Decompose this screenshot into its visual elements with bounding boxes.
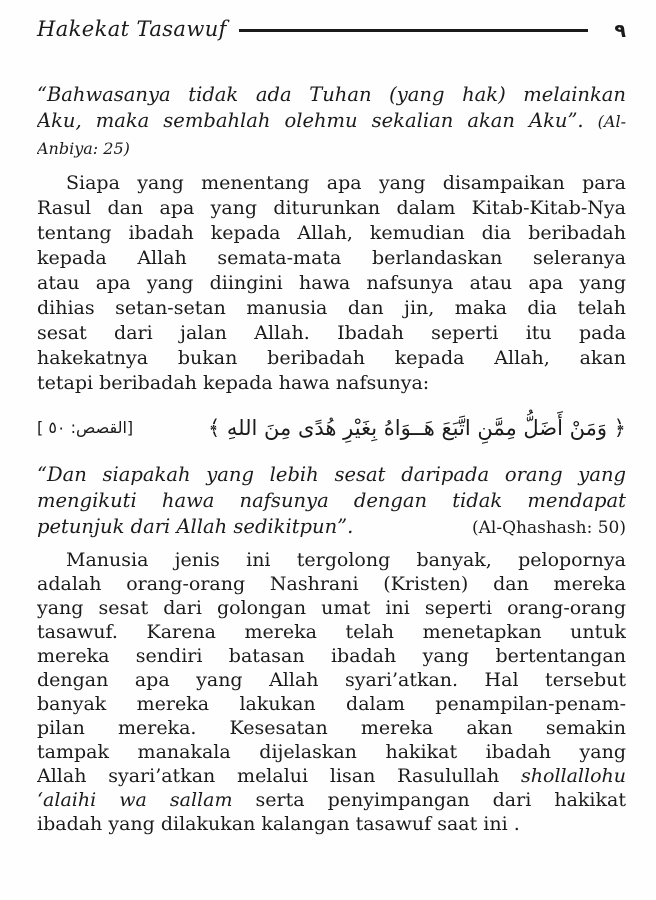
text-segment: “Bahwasanya tidak ada Tuhan (yang hak) melainkan — [37, 83, 626, 106]
quote-al-anbiya — [37, 82, 626, 162]
text-line — [37, 692, 626, 716]
quran-verse-text: ﴿ وَمَنْ أَضَلُّ مِمَّنِ اتَّبَعَ هَــوَاهُ بِغَيْرِ هُدًى مِنَ اللهِ ﴾ — [207, 416, 626, 440]
text-segment: tentang ibadah kepada Allah, kemudian dia beribadah — [37, 222, 626, 244]
text-segment: ‘alaihi wa sallam — [37, 789, 233, 811]
header-rule — [239, 29, 589, 32]
text-line — [37, 644, 626, 668]
text-line — [37, 668, 626, 692]
quran-verse-line — [37, 404, 626, 452]
text-segment: Siapa yang menentang apa yang disampaikan para — [66, 172, 626, 194]
text-segment: tasawuf. Karena mereka telah menetapkan untuk — [37, 621, 626, 643]
text-line — [37, 296, 626, 321]
text-line — [37, 221, 626, 246]
page-header — [37, 16, 626, 42]
text-line — [37, 82, 626, 108]
text-line — [37, 371, 626, 396]
text-segment: pilan mereka. Kesesatan mereka akan semakin — [37, 717, 626, 739]
text-line — [37, 246, 626, 271]
text-line — [37, 196, 626, 221]
text-segment: (Al- — [597, 112, 626, 131]
quote-al-qhashash — [37, 462, 626, 541]
text-segment: yang sesat dari golongan umat ini seperti orang-orang — [37, 597, 626, 619]
text-segment: sesat dari jalan Allah. Ibadah seperti itu pada — [37, 322, 626, 344]
quran-verse-reference: [القصص: ٥٠ ] — [37, 418, 134, 437]
text-segment: (Al-Qhashash: 50) — [472, 518, 626, 538]
text-line — [37, 171, 626, 196]
text-line — [37, 548, 626, 572]
para-ibadah — [37, 171, 626, 396]
text-segment: hakekatnya bukan beribadah kepada Allah, akan — [37, 347, 626, 369]
text-segment: ibadah yang dilakukan kalangan tasawuf saat ini . — [37, 813, 520, 835]
text-segment: dihias setan-setan manusia dan jin, maka dia telah — [37, 297, 626, 319]
text-segment: mengikuti hawa nafsunya dengan tidak mendapat — [37, 489, 626, 512]
text-line — [37, 462, 626, 488]
text-line — [37, 271, 626, 296]
text-line — [37, 108, 626, 135]
text-line — [37, 321, 626, 346]
text-segment: dengan apa yang Allah syari’atkan. Hal tersebut — [37, 669, 626, 691]
text-segment: shollallohu — [521, 765, 626, 787]
text-segment: tampak manakala dijelaskan hakikat ibadah yang — [37, 741, 626, 763]
page-number: ٩ — [614, 20, 626, 42]
text-line — [37, 488, 626, 514]
text-line — [37, 572, 626, 596]
page-title: Hakekat Tasawuf — [37, 17, 227, 41]
text-line — [37, 764, 626, 788]
text-segment: Aku, maka sembahlah olehmu sekalian akan Aku”. — [37, 109, 598, 132]
text-line — [37, 812, 626, 836]
text-segment: kepada Allah semata-mata berlandaskan seleranya — [37, 247, 626, 269]
text-segment: petunjuk dari Allah sedikitpun”. — [37, 515, 354, 538]
text-line — [37, 135, 626, 162]
text-segment: tetapi beribadah kepada hawa nafsunya: — [37, 372, 430, 394]
text-segment: adalah orang-orang Nashrani (Kristen) dan mereka — [37, 573, 626, 595]
text-line — [37, 788, 626, 812]
text-segment: “Dan siapakah yang lebih sesat daripada orang yang — [37, 463, 626, 486]
text-line — [37, 346, 626, 371]
text-line — [37, 514, 626, 541]
text-line — [37, 740, 626, 764]
text-segment: serta penyimpangan dari hakikat — [232, 789, 626, 811]
text-segment: Manusia jenis ini tergolong banyak, pelopornya — [66, 549, 626, 571]
page-body — [37, 82, 626, 836]
text-line — [37, 596, 626, 620]
text-segment: mereka sendiri batasan ibadah yang bertentangan — [37, 645, 626, 667]
text-line — [37, 620, 626, 644]
text-segment: banyak mereka lakukan dalam penampilan-penam- — [37, 693, 626, 715]
para-manusia — [37, 548, 626, 836]
text-line — [37, 716, 626, 740]
text-segment: Rasul dan apa yang diturunkan dalam Kitab-Kitab-Nya — [37, 197, 626, 219]
text-segment: Anbiya: 25) — [37, 139, 130, 158]
text-segment: Allah syari’atkan melalui lisan Rasulullah — [37, 765, 522, 787]
text-segment: atau apa yang diingini hawa nafsunya atau apa yang — [37, 272, 626, 294]
